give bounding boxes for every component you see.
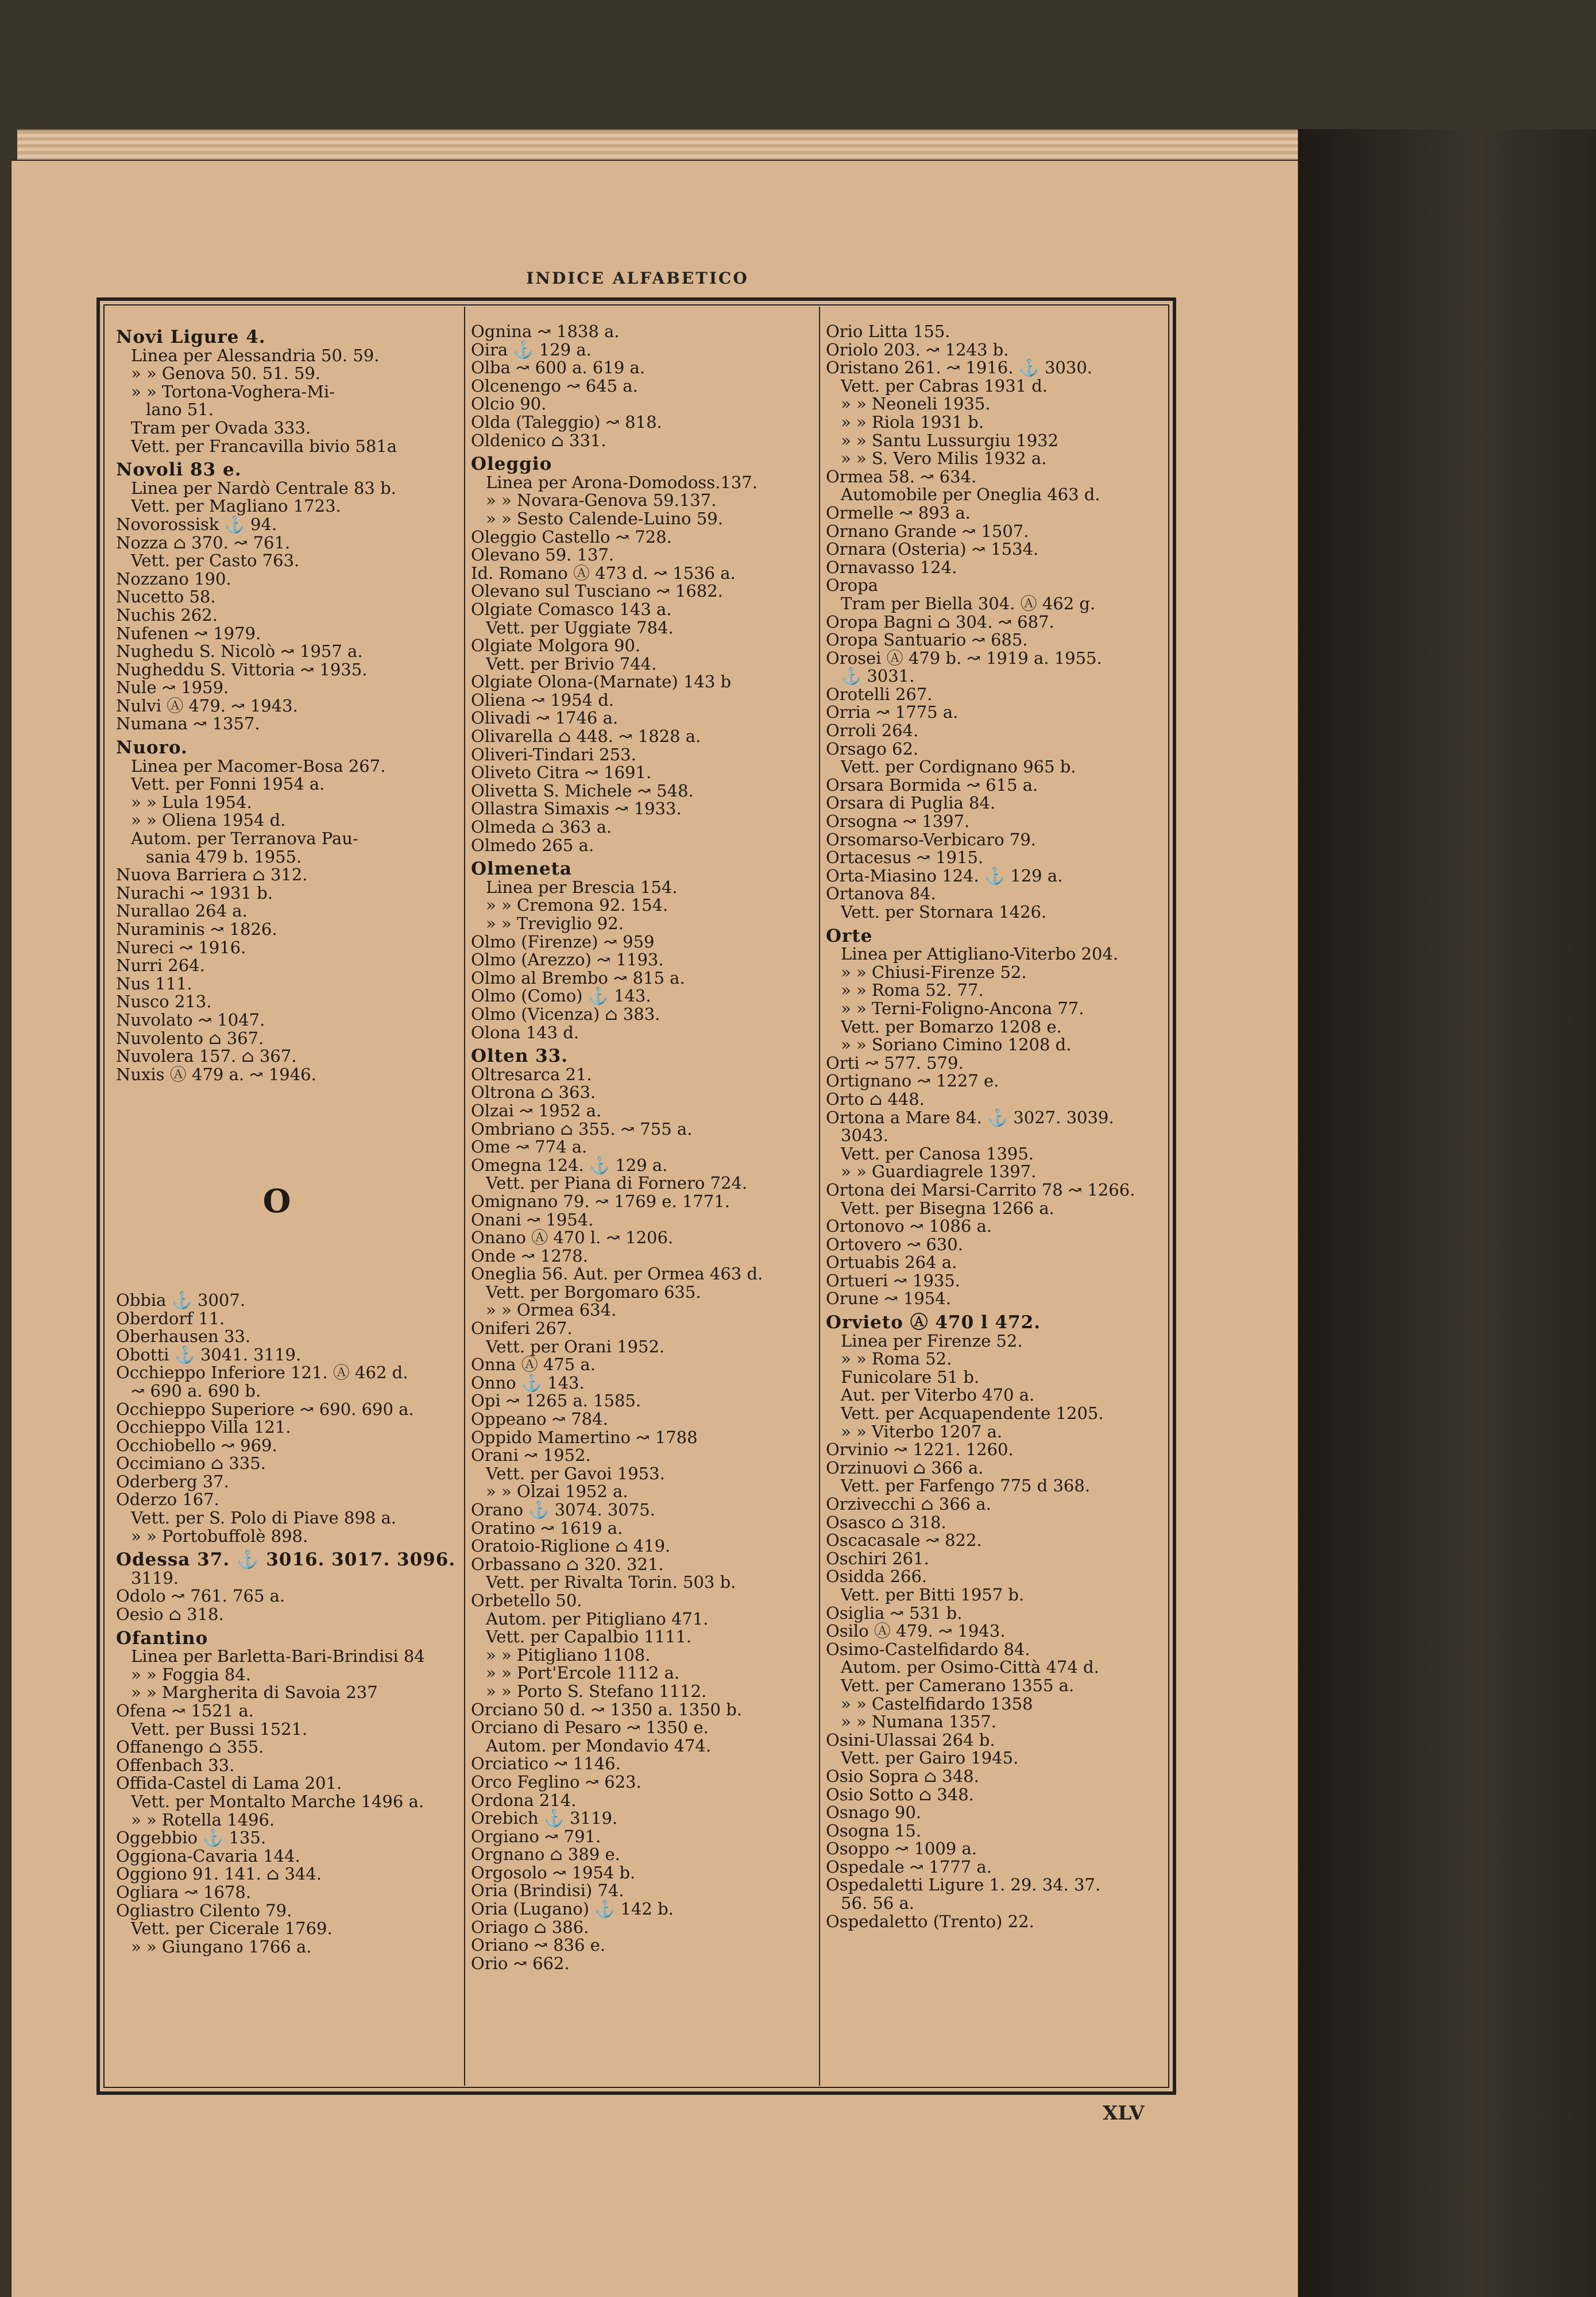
index-entry: Linea per Firenze 52. bbox=[841, 1331, 1023, 1351]
index-entry: Nozzano 190. bbox=[116, 569, 231, 589]
index-entry: Olmo (Arezzo) ↝ 1193. bbox=[471, 950, 664, 970]
index-entry: Ollastra Simaxis ↝ 1933. bbox=[471, 799, 682, 819]
index-entry: Oniferi 267. bbox=[471, 1318, 573, 1339]
index-entry: Olmedo 265 a. bbox=[471, 835, 594, 855]
index-entry: 56. 56 a. bbox=[841, 1893, 914, 1913]
index-entry: lano 51. bbox=[146, 400, 214, 420]
index-entry: Olcenengo ↝ 645 a. bbox=[471, 376, 638, 396]
index-entry: Nughedu S. Nicolò ↝ 1957 a. bbox=[116, 641, 363, 662]
index-entry: Osoppo ↝ 1009 a. bbox=[826, 1839, 977, 1859]
index-entry: Nuchis 262. bbox=[116, 605, 218, 625]
index-entry: Olzai ↝ 1952 a. bbox=[471, 1100, 602, 1120]
index-entry: Onna Ⓐ 475 a. bbox=[471, 1355, 596, 1375]
index-entry: Oldenico ⌂ 331. bbox=[471, 430, 606, 450]
index-heading-entry: Nuoro. bbox=[116, 737, 188, 759]
index-entry: Orciano 50 d. ↝ 1350 a. 1350 b. bbox=[471, 1699, 742, 1719]
index-entry: » » Lula 1954. bbox=[131, 792, 252, 812]
index-entry: Automobile per Oneglia 463 d. bbox=[841, 485, 1100, 505]
index-entry: Osogna 15. bbox=[826, 1820, 921, 1840]
index-entry: Nuvolera 157. ⌂ 367. bbox=[116, 1046, 297, 1066]
index-entry: Orsogna ↝ 1397. bbox=[826, 811, 970, 832]
index-entry: Ospedaletto (Trento) 22. bbox=[826, 1911, 1034, 1931]
index-entry: Orciatico ↝ 1146. bbox=[471, 1754, 621, 1774]
index-entry: Novorossisk ⚓ 94. bbox=[116, 514, 277, 534]
index-entry: Oderzo 167. bbox=[116, 1490, 219, 1510]
index-entry: Oliveto Citra ↝ 1691. bbox=[471, 763, 652, 783]
index-entry: Oneglia 56. Aut. per Ormea 463 d. bbox=[471, 1264, 763, 1284]
index-entry: Ortanova 84. bbox=[826, 884, 936, 904]
index-entry: Vett. per Rivalta Torin. 503 b. bbox=[486, 1572, 736, 1592]
index-entry: Olmo (Como) ⚓ 143. bbox=[471, 986, 651, 1006]
index-entry: Ofena ↝ 1521 a. bbox=[116, 1701, 254, 1720]
index-entry: ⚓ 3031. bbox=[841, 666, 915, 686]
index-entry: » » Tortona-Voghera-Mi- bbox=[131, 381, 335, 401]
index-entry: Occhieppo Inferiore 121. Ⓐ 462 d. bbox=[116, 1363, 408, 1383]
index-entry: » » Giungano 1766 a. bbox=[131, 1936, 312, 1956]
index-entry: 3119. bbox=[131, 1568, 179, 1588]
index-entry: » » Portobuffolè 898. bbox=[131, 1526, 308, 1546]
index-heading-entry: Novoli 83 e. bbox=[116, 459, 242, 481]
index-entry: Ortona a Mare 84. ⚓ 3027. 3039. bbox=[826, 1107, 1114, 1127]
index-entry: Oggebbio ⚓ 135. bbox=[116, 1828, 266, 1848]
index-entry: Nus 111. bbox=[116, 973, 192, 993]
index-entry: Olmo (Firenze) ↝ 959 bbox=[471, 931, 655, 952]
index-entry: Osimo-Castelfidardo 84. bbox=[826, 1639, 1030, 1659]
index-entry: Oleggio Castello ↝ 728. bbox=[471, 527, 672, 547]
index-entry: Orsara di Puglia 84. bbox=[826, 793, 996, 813]
index-entry: Vett. per Bomarzo 1208 e. bbox=[841, 1016, 1062, 1037]
index-entry: Occimiano ⌂ 335. bbox=[116, 1453, 266, 1474]
index-entry: Ormea 58. ↝ 634. bbox=[826, 466, 977, 486]
index-entry: Oggiono 91. 141. ⌂ 344. bbox=[116, 1864, 322, 1884]
index-entry: Occhieppo Superiore ↝ 690. 690 a. bbox=[116, 1399, 414, 1419]
index-entry: Omignano 79. ↝ 1769 e. 1771. bbox=[471, 1191, 730, 1211]
index-entry: Nule ↝ 1959. bbox=[116, 678, 229, 698]
index-entry: Id. Romano Ⓐ 473 d. ↝ 1536 a. bbox=[471, 563, 736, 583]
index-column-1 bbox=[116, 323, 461, 2080]
index-entry: Oesio ⌂ 318. bbox=[116, 1604, 224, 1625]
index-entry: Vett. per Gavoi 1953. bbox=[486, 1463, 665, 1483]
index-entry: Olevano 59. 137. bbox=[471, 545, 615, 565]
index-entry: Ormelle ↝ 893 a. bbox=[826, 502, 971, 523]
index-heading-entry: Ofantino bbox=[116, 1627, 208, 1649]
index-entry: Osilo Ⓐ 479. ↝ 1943. bbox=[826, 1621, 1006, 1641]
index-entry: Olivetta S. Michele ↝ 548. bbox=[471, 780, 694, 801]
index-entry: Orroli 264. bbox=[826, 721, 919, 741]
index-entry: Olmo (Vicenza) ⌂ 383. bbox=[471, 1004, 660, 1024]
index-entry: Oropa bbox=[826, 575, 878, 595]
index-entry: Obotti ⚓ 3041. 3119. bbox=[116, 1344, 302, 1364]
index-entry: Linea per Attigliano-Viterbo 204. bbox=[841, 944, 1119, 964]
index-entry: » » Olzai 1952 a. bbox=[486, 1482, 628, 1502]
index-entry: » » Roma 52. bbox=[841, 1349, 952, 1369]
index-entry: Ortueri ↝ 1935. bbox=[826, 1270, 961, 1290]
index-entry: Orti ↝ 577. 579. bbox=[826, 1053, 964, 1073]
index-entry: Oliena ↝ 1954 d. bbox=[471, 690, 614, 710]
index-entry: Orgiano ↝ 791. bbox=[471, 1826, 601, 1846]
index-entry: Olda (Taleggio) ↝ 818. bbox=[471, 412, 662, 432]
index-entry: Vett. per Orani 1952. bbox=[486, 1336, 665, 1356]
index-entry: Funicolare 51 b. bbox=[841, 1367, 980, 1387]
index-entry: Onde ↝ 1278. bbox=[471, 1246, 588, 1266]
index-entry: Linea per Arona-Domodoss.137. bbox=[486, 472, 758, 492]
index-entry: Vett. per Bisegna 1266 a. bbox=[841, 1198, 1054, 1218]
index-entry: Oppeano ↝ 784. bbox=[471, 1409, 608, 1429]
index-entry: Olivarella ⌂ 448. ↝ 1828 a. bbox=[471, 726, 701, 747]
index-entry: Oscacasale ↝ 822. bbox=[826, 1530, 982, 1550]
index-entry: Autom. per Pitigliano 471. bbox=[486, 1608, 709, 1629]
index-entry: Ombriano ⌂ 355. ↝ 755 a. bbox=[471, 1119, 693, 1139]
index-entry: Orune ↝ 1954. bbox=[826, 1289, 951, 1309]
index-entry: Olmeda ⌂ 363 a. bbox=[471, 817, 612, 837]
index-entry: Vett. per Francavilla bivio 581a bbox=[131, 436, 397, 456]
index-entry: Olmo al Brembo ↝ 815 a. bbox=[471, 968, 685, 988]
index-entry: Oratino ↝ 1619 a. bbox=[471, 1518, 623, 1538]
index-entry: Nureci ↝ 1916. bbox=[116, 937, 246, 957]
index-entry: » » Ormea 634. bbox=[486, 1300, 617, 1320]
index-entry: Oristano 261. ↝ 1916. ⚓ 3030. bbox=[826, 358, 1092, 378]
index-entry: » » Roma 52. 77. bbox=[841, 980, 984, 1000]
index-entry: Vett. per Gairo 1945. bbox=[841, 1748, 1019, 1768]
index-entry: ↝ 690 a. 690 b. bbox=[131, 1380, 261, 1401]
index-entry: Nurallao 264 a. bbox=[116, 901, 248, 921]
index-entry: Osio Sopra ⌂ 348. bbox=[826, 1766, 979, 1786]
index-entry: Vett. per Uggiate 784. bbox=[486, 617, 674, 637]
index-entry: Vett. per Piana di Fornero 724. bbox=[486, 1173, 748, 1193]
index-entry: Orio Litta 155. bbox=[826, 323, 950, 341]
index-entry: Vett. per Magliano 1723. bbox=[131, 496, 341, 516]
index-entry: Osio Sotto ⌂ 348. bbox=[826, 1784, 974, 1804]
index-entry: Orio ↝ 662. bbox=[471, 1953, 570, 1973]
index-entry: » » Numana 1357. bbox=[841, 1712, 996, 1732]
index-entry: Ogliastro Cilento 79. bbox=[116, 1900, 292, 1920]
index-entry: Orsara Bormida ↝ 615 a. bbox=[826, 775, 1038, 795]
index-entry: Ospedaletti Ligure 1. 29. 34. 37. bbox=[826, 1875, 1101, 1895]
index-entry: » » Novara-Genova 59.137. bbox=[486, 490, 717, 511]
index-entry: » » Port'Ercole 1112 a. bbox=[486, 1663, 680, 1683]
index-entry: Olevano sul Tusciano ↝ 1682. bbox=[471, 581, 723, 601]
index-entry: Orani ↝ 1952. bbox=[471, 1445, 591, 1465]
index-entry: Osidda 266. bbox=[826, 1567, 928, 1587]
index-entry: » » Margherita di Savoia 237 bbox=[131, 1683, 378, 1703]
index-entry: » » Terni-Foligno-Ancona 77. bbox=[841, 998, 1084, 1018]
index-entry: Vett. per Casto 763. bbox=[131, 551, 300, 571]
index-entry: » » Porto S. Stefano 1112. bbox=[486, 1681, 707, 1701]
index-entry: Nurri 264. bbox=[116, 956, 205, 976]
index-entry: Nurachi ↝ 1931 b. bbox=[116, 883, 273, 903]
index-entry: Vett. per Cicerale 1769. bbox=[131, 1919, 333, 1939]
index-entry: Linea per Nardò Centrale 83 b. bbox=[131, 478, 396, 498]
index-entry: Vett. per Cordignano 965 b. bbox=[841, 757, 1076, 777]
index-entry: Orzivecchi ⌂ 366 a. bbox=[826, 1494, 991, 1514]
index-entry: Olgiate Molgora 90. bbox=[471, 636, 641, 656]
index-entry: Ornano Grande ↝ 1507. bbox=[826, 521, 1029, 541]
index-entry: Orsago 62. bbox=[826, 738, 919, 759]
index-entry: Nufenen ↝ 1979. bbox=[116, 623, 261, 643]
index-entry: Offenbach 33. bbox=[116, 1755, 235, 1775]
index-entry: Oderberg 37. bbox=[116, 1471, 229, 1491]
index-entry: » » Genova 50. 51. 59. bbox=[131, 364, 321, 384]
index-entry: Osnago 90. bbox=[826, 1803, 921, 1823]
index-column-3 bbox=[826, 323, 1170, 2080]
index-entry: Obbia ⚓ 3007. bbox=[116, 1290, 246, 1310]
index-entry: Ordona 214. bbox=[471, 1790, 577, 1810]
index-entry: Nuvolato ↝ 1047. bbox=[116, 1010, 265, 1030]
index-entry: Offanengo ⌂ 355. bbox=[116, 1737, 264, 1757]
index-entry: Oberhausen 33. bbox=[116, 1327, 251, 1347]
index-entry: » » Rotella 1496. bbox=[131, 1809, 275, 1830]
index-entry: Nucetto 58. bbox=[116, 587, 216, 607]
index-entry: » » Castelfidardo 1358 bbox=[841, 1693, 1033, 1714]
index-entry: Ortonovo ↝ 1086 a. bbox=[826, 1216, 992, 1236]
index-entry: » » Riola 1931 b. bbox=[841, 412, 984, 432]
index-entry: Onno ⚓ 143. bbox=[471, 1372, 585, 1393]
index-entry: Nugheddu S. Vittoria ↝ 1935. bbox=[116, 659, 368, 679]
index-entry: Orciano di Pesaro ↝ 1350 e. bbox=[471, 1718, 709, 1738]
index-entry: Ortovero ↝ 630. bbox=[826, 1234, 963, 1254]
index-entry: Orotelli 267. bbox=[826, 684, 933, 704]
index-entry: » » Soriano Cimino 1208 d. bbox=[841, 1035, 1072, 1055]
index-entry: Tram per Biella 304. Ⓐ 462 g. bbox=[841, 593, 1096, 613]
index-heading-entry: Orte bbox=[826, 925, 873, 946]
index-entry: Orto ⌂ 448. bbox=[826, 1089, 925, 1109]
index-entry: Vett. per Capalbio 1111. bbox=[486, 1627, 692, 1647]
index-entry: Vett. per Brivio 744. bbox=[486, 653, 657, 674]
index-entry: Oropa Bagni ⌂ 304. ↝ 687. bbox=[826, 612, 1054, 632]
index-entry: » » Foggia 84. bbox=[131, 1664, 251, 1684]
index-entry: » » Neoneli 1935. bbox=[841, 394, 991, 414]
index-entry: Vett. per Acquapendente 1205. bbox=[841, 1403, 1104, 1424]
index-entry: Linea per Macomer-Bosa 267. bbox=[131, 756, 386, 776]
index-entry: Olivadi ↝ 1746 a. bbox=[471, 708, 619, 728]
index-entry: Olgiate Olona-(Marnate) 143 b bbox=[471, 672, 732, 692]
index-entry: Oberdorf 11. bbox=[116, 1308, 225, 1328]
index-entry: Oltresarca 21. bbox=[471, 1064, 592, 1084]
index-entry: Nuova Barriera ⌂ 312. bbox=[116, 865, 308, 885]
index-entry: Odolo ↝ 761. 765 a. bbox=[116, 1586, 285, 1606]
index-entry: Ornara (Osteria) ↝ 1534. bbox=[826, 539, 1039, 559]
index-entry: Orbetello 50. bbox=[471, 1590, 582, 1610]
index-entry: » » Santu Lussurgiu 1932 bbox=[841, 430, 1059, 450]
index-entry: Orzinuovi ⌂ 366 a. bbox=[826, 1457, 984, 1478]
index-entry: » » Oliena 1954 d. bbox=[131, 810, 286, 830]
index-entry: Nusco 213. bbox=[116, 992, 212, 1012]
index-entry: Osini-Ulassai 264 b. bbox=[826, 1730, 995, 1750]
index-entry: Occhieppo Villa 121. bbox=[116, 1417, 291, 1437]
index-entry: Osiglia ↝ 531 b. bbox=[826, 1603, 963, 1623]
index-entry: Oltrona ⌂ 363. bbox=[471, 1082, 596, 1103]
index-entry: Tram per Ovada 333. bbox=[131, 417, 311, 438]
index-entry: Vett. per Stornara 1426. bbox=[841, 902, 1047, 922]
index-entry: Orosei Ⓐ 479 b. ↝ 1919 a. 1955. bbox=[826, 648, 1102, 668]
index-entry: Oropa Santuario ↝ 685. bbox=[826, 630, 1028, 650]
index-entry: Orbassano ⌂ 320. 321. bbox=[471, 1554, 664, 1574]
index-entry: Nuraminis ↝ 1826. bbox=[116, 919, 277, 939]
index-entry: Numana ↝ 1357. bbox=[116, 714, 260, 734]
index-entry: Orsomarso-Verbicaro 79. bbox=[826, 829, 1036, 849]
index-entry: Vett. per Canosa 1395. bbox=[841, 1143, 1034, 1163]
index-entry: Oliveri-Tindari 253. bbox=[471, 744, 636, 764]
index-entry: Opi ↝ 1265 a. 1585. bbox=[471, 1391, 642, 1411]
index-entry: Oriano ↝ 836 e. bbox=[471, 1935, 606, 1955]
index-entry: Autom. per Osimo-Città 474 d. bbox=[841, 1657, 1099, 1677]
book-spine bbox=[1298, 129, 1596, 2297]
index-entry: Vett. per Bussi 1521. bbox=[131, 1719, 308, 1739]
column-rule bbox=[819, 307, 820, 2086]
index-entry: Olba ↝ 600 a. 619 a. bbox=[471, 358, 646, 378]
index-entry: Orebich ⚓ 3119. bbox=[471, 1808, 618, 1828]
index-entry: Orano ⚓ 3074. 3075. bbox=[471, 1500, 655, 1519]
index-entry: Orvinio ↝ 1221. 1260. bbox=[826, 1440, 1014, 1460]
index-entry: Oira ⚓ 129 a. bbox=[471, 339, 592, 359]
index-entry: Oriago ⌂ 386. bbox=[471, 1917, 589, 1937]
index-entry: Oppido Mamertino ↝ 1788 bbox=[471, 1427, 698, 1447]
index-entry: Linea per Brescia 154. bbox=[486, 877, 678, 897]
index-entry: » » Treviglio 92. bbox=[486, 914, 624, 933]
index-entry: Oschiri 261. bbox=[826, 1548, 929, 1568]
index-entry: Vett. per Cabras 1931 d. bbox=[841, 376, 1048, 396]
index-heading-entry: Novi Ligure 4. bbox=[116, 327, 266, 347]
index-entry: Vett. per Bitti 1957 b. bbox=[841, 1584, 1025, 1604]
index-entry: Ospedale ↝ 1777 a. bbox=[826, 1857, 992, 1877]
index-entry: Ome ↝ 774 a. bbox=[471, 1137, 588, 1157]
index-entry: Nuxis Ⓐ 479 a. ↝ 1946. bbox=[116, 1064, 316, 1084]
index-entry: Onano Ⓐ 470 l. ↝ 1206. bbox=[471, 1228, 674, 1248]
index-entry: Orco Feglino ↝ 623. bbox=[471, 1772, 642, 1792]
index-entry: Vett. per Farfengo 775 d 368. bbox=[841, 1476, 1091, 1496]
index-entry: Orta-Miasino 124. ⚓ 129 a. bbox=[826, 865, 1063, 885]
index-entry: Vett. per Camerano 1355 a. bbox=[841, 1675, 1075, 1695]
index-entry: Olcio 90. bbox=[471, 394, 547, 414]
index-entry: Linea per Alessandria 50. 59. bbox=[131, 345, 380, 365]
index-heading-entry: Orvieto Ⓐ 470 l 472. bbox=[826, 1312, 1041, 1333]
index-entry: Ortona dei Marsi-Carrito 78 ↝ 1266. bbox=[826, 1180, 1135, 1200]
index-heading-entry: Oleggio bbox=[471, 454, 552, 475]
index-column-2 bbox=[471, 323, 816, 2080]
index-entry: » » Chiusi-Firenze 52. bbox=[841, 962, 1027, 982]
index-entry: Orgosolo ↝ 1954 b. bbox=[471, 1862, 636, 1882]
index-entry: » » Cremona 92. 154. bbox=[486, 895, 668, 915]
index-entry: Autom. per Terranova Pau- bbox=[131, 829, 358, 849]
index-entry: » » Pitigliano 1108. bbox=[486, 1645, 651, 1665]
index-entry: Vett. per Fonni 1954 a. bbox=[131, 774, 325, 794]
index-entry: Omegna 124. ⚓ 129 a. bbox=[471, 1155, 668, 1175]
index-entry: Vett. per S. Polo di Piave 898 a. bbox=[131, 1508, 396, 1528]
index-entry: 3043. bbox=[841, 1126, 889, 1146]
index-heading-entry: Olmeneta bbox=[471, 859, 572, 880]
index-entry: Oriolo 203. ↝ 1243 b. bbox=[826, 339, 1009, 359]
page-header: INDICE ALFABETICO bbox=[526, 269, 749, 288]
page-number: XLV bbox=[1103, 2102, 1145, 2125]
index-entry: Olona 143 d. bbox=[471, 1022, 579, 1042]
index-entry: Ogliara ↝ 1678. bbox=[116, 1882, 252, 1902]
column-rule bbox=[464, 307, 465, 2086]
index-entry: Nozza ⌂ 370. ↝ 761. bbox=[116, 532, 291, 552]
index-heading-entry: Olten 33. bbox=[471, 1046, 569, 1067]
index-entry: Oria (Lugano) ⚓ 142 b. bbox=[471, 1899, 674, 1919]
index-entry: Ortacesus ↝ 1915. bbox=[826, 848, 984, 868]
index-entry: Linea per Barletta-Bari-Brindisi 84 bbox=[131, 1646, 425, 1666]
index-entry: Orria ↝ 1775 a. bbox=[826, 702, 959, 722]
index-entry: sania 479 b. 1955. bbox=[146, 846, 302, 867]
index-entry: » » Viterbo 1207 a. bbox=[841, 1421, 1003, 1441]
index-entry: Ortuabis 264 a. bbox=[826, 1252, 957, 1273]
index-entry: Nuvolento ⌂ 367. bbox=[116, 1028, 264, 1048]
index-entry: Onani ↝ 1954. bbox=[471, 1209, 594, 1229]
index-entry: Vett. per Borgomaro 635. bbox=[486, 1282, 701, 1302]
index-entry: Oratoio-Riglione ⌂ 419. bbox=[471, 1536, 671, 1556]
index-entry: Olgiate Comasco 143 a. bbox=[471, 599, 672, 619]
index-entry: » » Guardiagrele 1397. bbox=[841, 1162, 1037, 1182]
index-entry: Occhiobello ↝ 969. bbox=[116, 1435, 277, 1455]
index-entry: Ornavasso 124. bbox=[826, 557, 957, 577]
index-entry: » » S. Vero Milis 1932 a. bbox=[841, 448, 1047, 469]
index-entry: Oggiona-Cavaria 144. bbox=[116, 1846, 300, 1866]
index-heading-entry: Odessa 37. ⚓ 3016. 3017. 3096. bbox=[116, 1549, 456, 1571]
section-letter: O bbox=[262, 1182, 291, 1221]
index-entry: Orgnano ⌂ 389 e. bbox=[471, 1844, 620, 1865]
index-entry: Vett. per Montalto Marche 1496 a. bbox=[131, 1791, 424, 1811]
index-entry: Ognina ↝ 1838 a. bbox=[471, 323, 620, 341]
index-entry: Aut. per Viterbo 470 a. bbox=[841, 1385, 1035, 1405]
index-entry: » » Sesto Calende-Luino 59. bbox=[486, 508, 723, 528]
index-entry: Autom. per Mondavio 474. bbox=[486, 1735, 712, 1755]
index-entry: Oria (Brindisi) 74. bbox=[471, 1881, 624, 1901]
index-entry: Osasco ⌂ 318. bbox=[826, 1512, 946, 1532]
index-entry: Offida-Castel di Lama 201. bbox=[116, 1773, 342, 1793]
index-entry: Nulvi Ⓐ 479. ↝ 1943. bbox=[116, 695, 298, 716]
index-entry: Ortignano ↝ 1227 e. bbox=[826, 1071, 999, 1091]
